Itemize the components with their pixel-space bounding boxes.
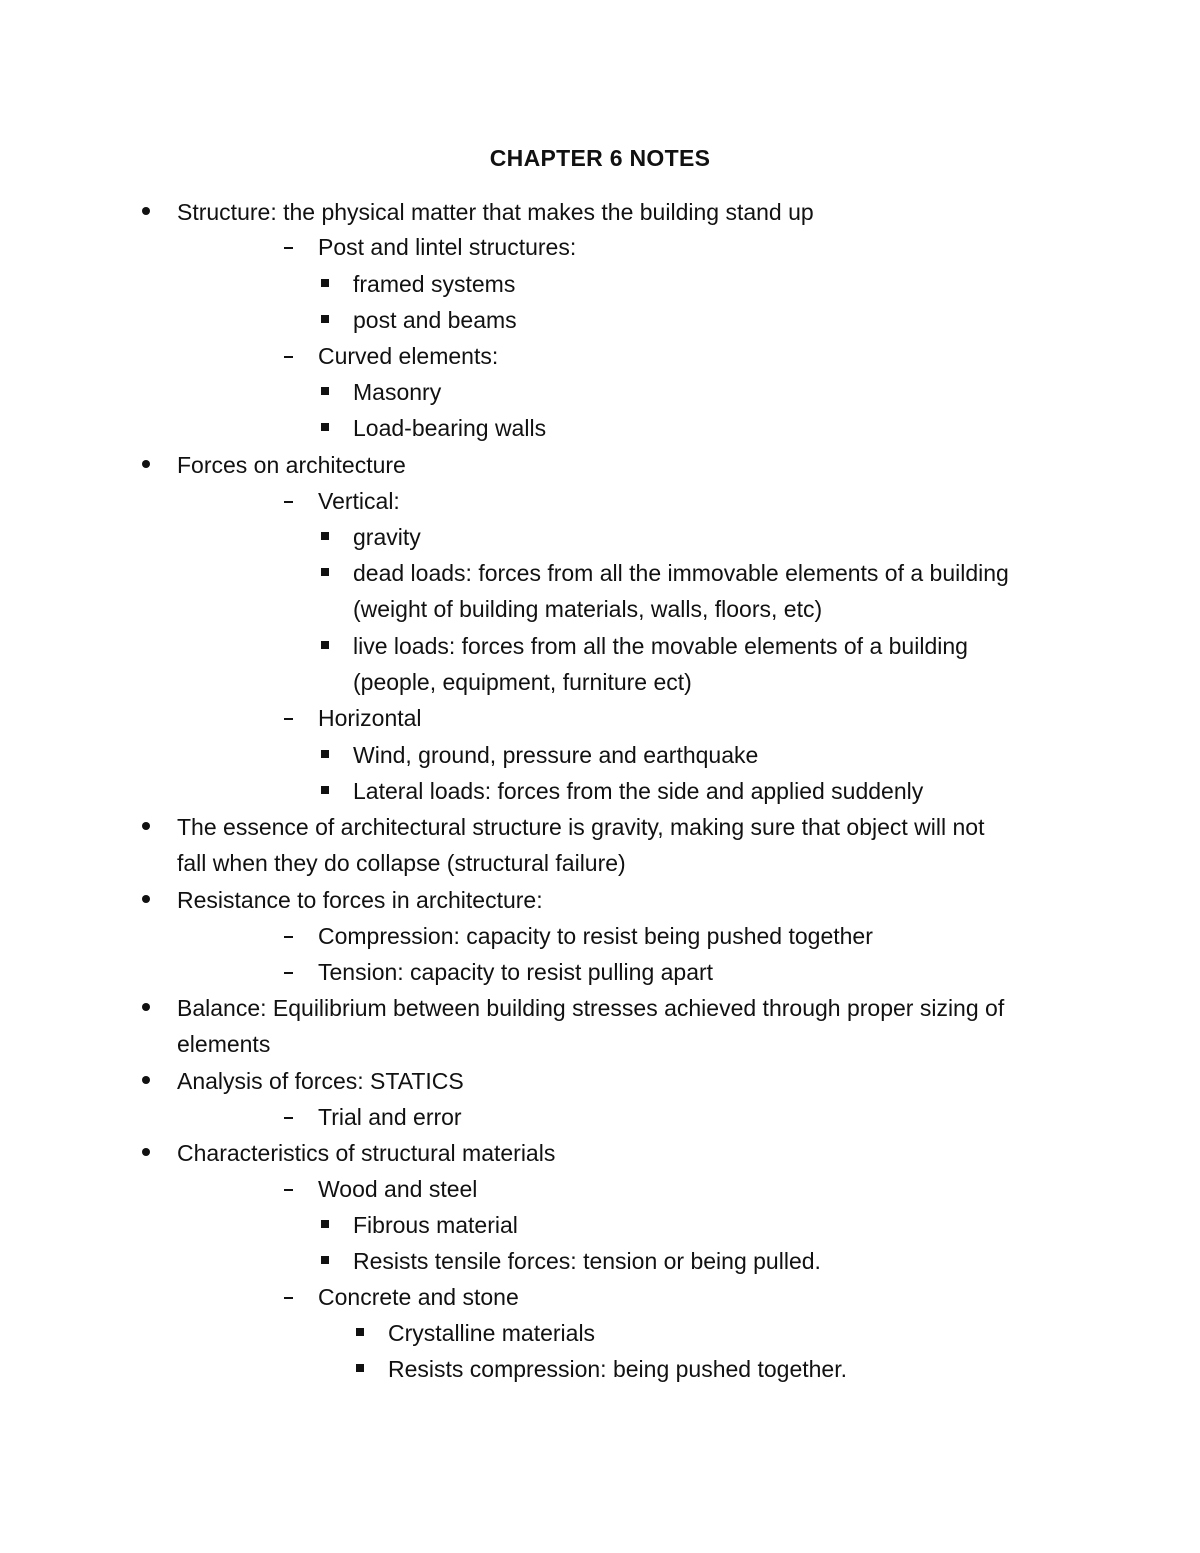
note-line: Balance: Equilibrium between building stresses achieved through proper sizing of (177, 995, 1005, 1021)
note-line: Horizontal (318, 705, 422, 731)
square-bullet-icon (321, 387, 329, 395)
dash-icon (284, 1189, 293, 1191)
square-bullet-icon (321, 568, 329, 576)
note-line: Load-bearing walls (353, 415, 547, 441)
note-line: Wind, ground, pressure and earthquake (353, 742, 759, 768)
bullet-icon (142, 822, 150, 830)
square-bullet-icon (321, 279, 329, 287)
note-line: Trial and error (318, 1104, 462, 1130)
square-bullet-icon (321, 786, 329, 794)
note-line: Lateral loads: forces from the side and applied suddenly (353, 778, 924, 804)
note-line: dead loads: forces from all the immovable elements of a building (353, 560, 1009, 586)
note-line: Vertical: (318, 488, 400, 514)
square-bullet-icon (321, 423, 329, 431)
note-line: Fibrous material (353, 1212, 518, 1238)
note-line: framed systems (353, 271, 516, 297)
note-line: (people, equipment, furniture ect) (353, 669, 692, 695)
dash-icon (284, 1117, 293, 1119)
note-line: post and beams (353, 307, 517, 333)
note-line: Analysis of forces: STATICS (177, 1068, 464, 1094)
note-line: Post and lintel structures: (318, 234, 577, 260)
bullet-icon (142, 460, 150, 468)
note-line: Resistance to forces in architecture: (177, 887, 543, 913)
square-bullet-icon (321, 1220, 329, 1228)
note-line: Resists compression: being pushed together. (388, 1356, 847, 1382)
square-bullet-icon (321, 532, 329, 540)
square-bullet-icon (321, 750, 329, 758)
note-line: Characteristics of structural materials (177, 1140, 556, 1166)
note-line: Forces on architecture (177, 452, 406, 478)
bullet-icon (142, 1076, 150, 1084)
note-line: Wood and steel (318, 1176, 478, 1202)
note-line: Compression: capacity to resist being pushed together (318, 923, 873, 949)
note-line: The essence of architectural structure is gravity, making sure that object will not (177, 814, 985, 840)
dash-icon (284, 718, 293, 720)
bullet-icon (142, 207, 150, 215)
note-line: Resists tensile forces: tension or being pulled. (353, 1248, 821, 1274)
note-line: Tension: capacity to resist pulling apart (318, 959, 714, 985)
square-bullet-icon (321, 315, 329, 323)
note-line: live loads: forces from all the movable elements of a building (353, 633, 968, 659)
note-line: gravity (353, 524, 421, 550)
page-title: CHAPTER 6 NOTES (489, 145, 711, 171)
note-line: elements (177, 1031, 271, 1057)
square-bullet-icon (356, 1364, 364, 1372)
square-bullet-icon (321, 1256, 329, 1264)
bullet-icon (142, 1003, 150, 1011)
square-bullet-icon (356, 1328, 364, 1336)
dash-icon (284, 972, 293, 974)
note-line: Crystalline materials (388, 1320, 596, 1346)
note-line: Concrete and stone (318, 1284, 519, 1310)
bullet-icon (142, 895, 150, 903)
note-line: Structure: the physical matter that makes the building stand up (177, 199, 814, 225)
dash-icon (284, 1297, 293, 1299)
bullet-icon (142, 1148, 150, 1156)
dash-icon (284, 501, 293, 503)
note-line: Curved elements: (318, 343, 499, 369)
dash-icon (284, 356, 293, 358)
square-bullet-icon (321, 641, 329, 649)
note-line: Masonry (353, 379, 442, 405)
dash-icon (284, 936, 293, 938)
note-line: (weight of building materials, walls, floors, etc) (353, 596, 823, 622)
note-line: fall when they do collapse (structural failure) (177, 850, 626, 876)
dash-icon (284, 247, 293, 249)
